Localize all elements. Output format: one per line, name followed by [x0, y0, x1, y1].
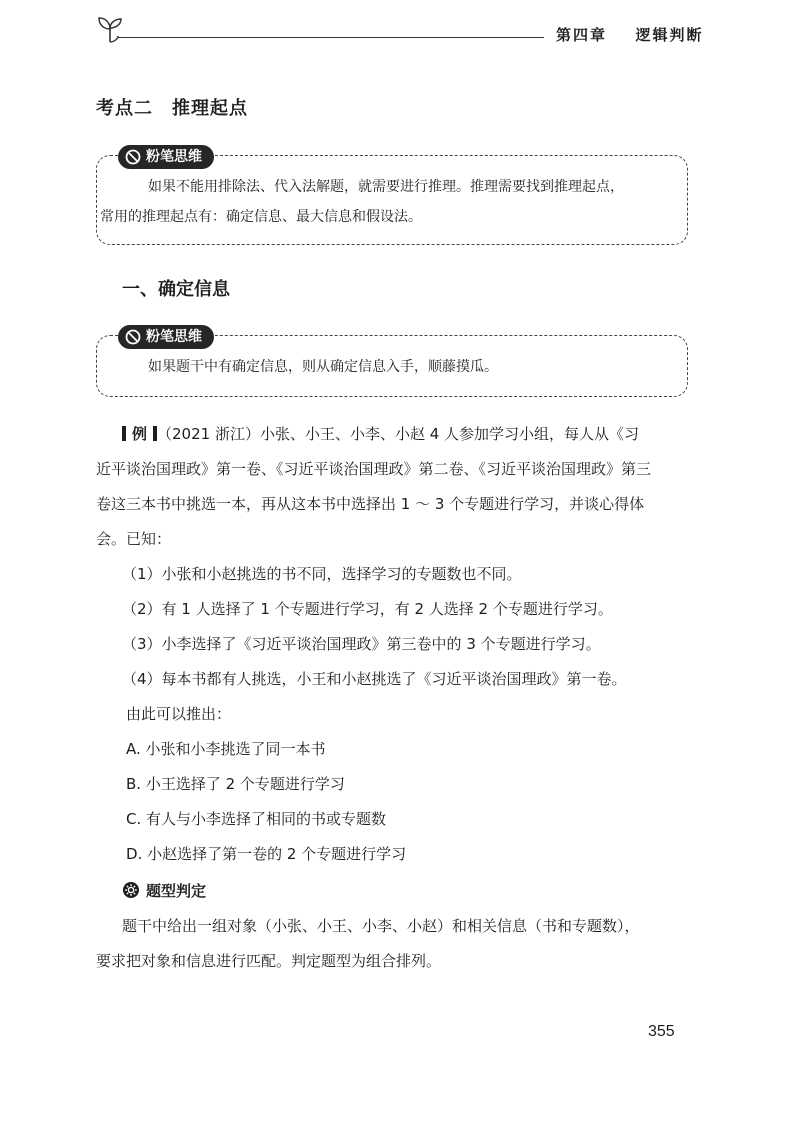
- tip-label-1: [118, 145, 214, 169]
- sprout-icon: [96, 14, 124, 44]
- condition-2: （2）有 1 人选择了 1 个专题进行学习，有 2 人选择 2 个专题进行学习。: [122, 600, 613, 618]
- judgment-title: 题型判定: [146, 882, 207, 900]
- tip-1-line-1: 如果不能用排除法、代入法解题，就需要进行推理。推理需要找到推理起点，: [148, 179, 624, 195]
- condition-1: （1）小张和小赵挑选的书不同，选择学习的专题数也不同。: [122, 565, 522, 583]
- gear-icon: [122, 881, 140, 899]
- tip-label-2: [118, 325, 214, 349]
- option-c: C. 有人与小李选择了相同的书或专题数: [126, 810, 387, 828]
- example-line-3: 卷这三本书中挑选一本，再从这本书中选择出 1 ～ 3 个专题进行学习，并谈心得体: [96, 495, 645, 513]
- judgment-line-1: 题干中给出一组对象（小张、小王、小李、小赵）和相关信息（书和专题数），: [122, 917, 640, 935]
- section-title: 考点二 推理起点: [96, 98, 248, 119]
- example-line-4: 会。已知：: [96, 530, 172, 548]
- option-a: A. 小张和小李挑选了同一本书: [126, 740, 326, 758]
- no-sign-icon: [124, 148, 142, 166]
- tip-label-text: 粉笔思维: [146, 329, 202, 345]
- option-b: B. 小王选择了 2 个专题进行学习: [126, 775, 345, 793]
- example-text-1: （2021 浙江）小张、小王、小李、小赵 4 人参加学习小组，每人从《习: [157, 425, 640, 443]
- no-sign-icon: [124, 328, 142, 346]
- header-rule: [118, 37, 544, 38]
- subsection-title: 一、确定信息: [122, 279, 230, 300]
- chapter-label: 第四章: [556, 26, 608, 44]
- tip-1-line-2: 常用的推理起点有：确定信息、最大信息和假设法。: [100, 209, 422, 225]
- running-header: [556, 24, 704, 45]
- example-label: 例: [132, 425, 148, 443]
- condition-3: （3）小李选择了《习近平谈治国理政》第三卷中的 3 个专题进行学习。: [122, 635, 601, 653]
- page-number: 355: [648, 1023, 675, 1040]
- example-line-1: [122, 423, 639, 445]
- question-prompt: 由此可以推出：: [126, 705, 232, 723]
- option-d: D. 小赵选择了第一卷的 2 个专题进行学习: [126, 845, 407, 863]
- example-line-2: 近平谈治国理政》第一卷、《习近平谈治国理政》第二卷、《习近平谈治国理政》第三: [96, 460, 652, 478]
- example-marker-left: [122, 426, 126, 441]
- tip-label-text: 粉笔思维: [146, 149, 202, 165]
- subject-label: 逻辑判断: [635, 26, 704, 44]
- tip-2-line-1: 如果题干中有确定信息，则从确定信息入手，顺藤摸瓜。: [148, 359, 498, 375]
- condition-4: （4）每本书都有人挑选，小王和小赵挑选了《习近平谈治国理政》第一卷。: [122, 670, 627, 688]
- judgment-line-2: 要求把对象和信息进行匹配。判定题型为组合排列。: [96, 952, 442, 970]
